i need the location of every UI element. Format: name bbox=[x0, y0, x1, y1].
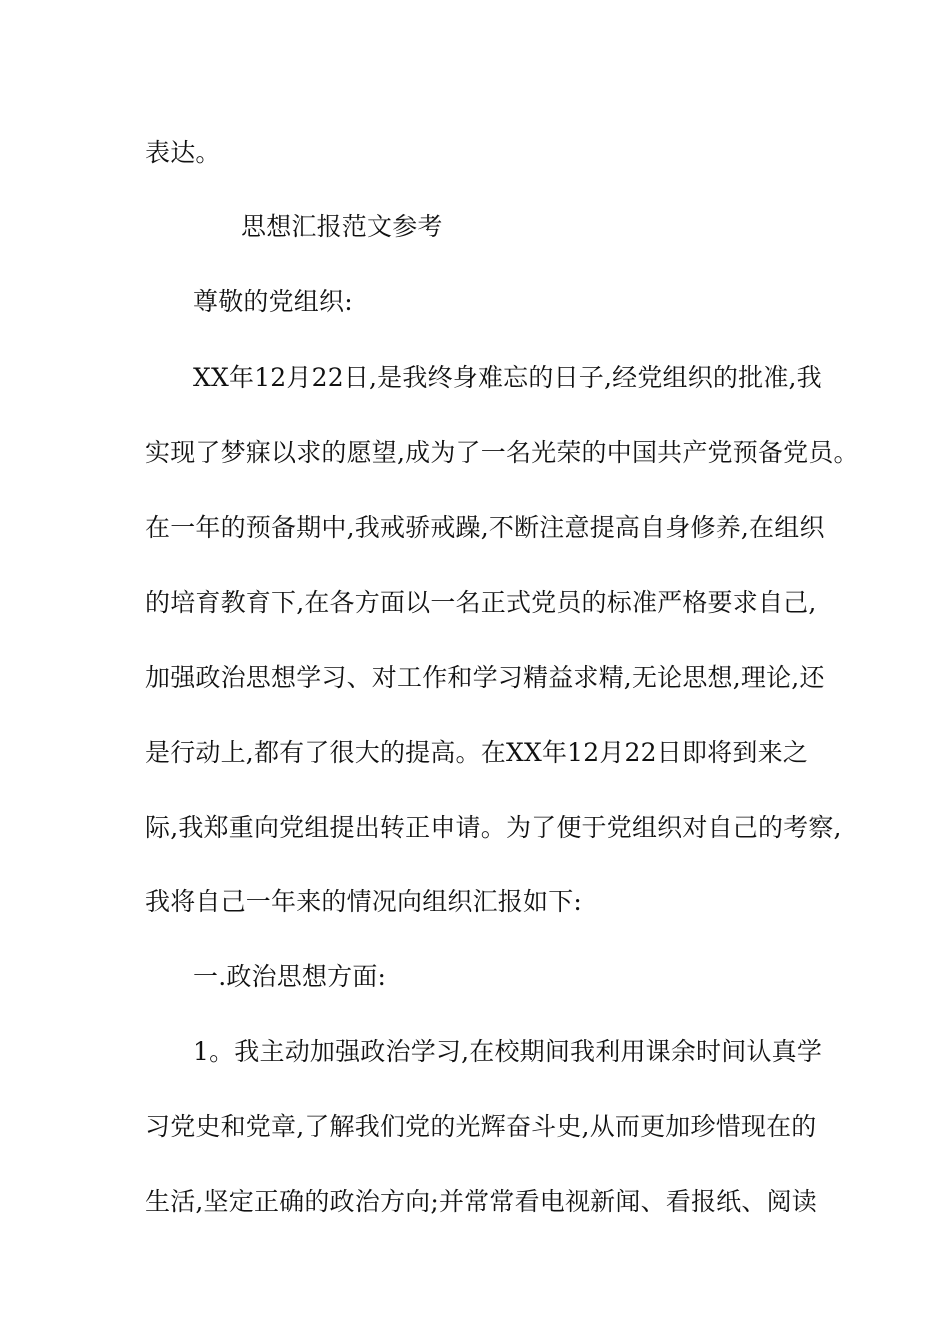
document-title: 思想汇报范文参考 bbox=[241, 212, 443, 241]
section-heading: 一.政治思想方面: bbox=[193, 962, 387, 991]
paragraph-line-8: 际,我郑重向党组提出转正申请。为了便于党组织对自己的考察, bbox=[145, 813, 842, 842]
paragraph-line-2: XX年12月22日,是我终身难忘的日子,经党组织的批准,我 bbox=[193, 363, 822, 392]
paragraph-line-12: 生活,坚定正确的政治方向;并常常看电视新闻、看报纸、阅读 bbox=[145, 1187, 817, 1216]
paragraph-line-3: 实现了梦寐以求的愿望,成为了一名光荣的中国共产党预备党员。 bbox=[145, 438, 859, 467]
paragraph-line-9: 我将自己一年来的情况向组织汇报如下: bbox=[145, 887, 583, 916]
paragraph-line-6: 加强政治思想学习、对工作和学习精益求精,无论思想,理论,还 bbox=[145, 663, 825, 692]
salutation: 尊敬的党组织: bbox=[193, 287, 353, 316]
paragraph-line-5: 的培育教育下,在各方面以一名正式党员的标准严格要求自己, bbox=[145, 588, 817, 617]
paragraph-line-7: 是行动上,都有了很大的提高。在XX年12月22日即将到来之 bbox=[145, 738, 808, 767]
paragraph-line-11: 习党史和党章,了解我们党的光辉奋斗史,从而更加珍惜现在的 bbox=[145, 1112, 817, 1141]
paragraph-line-1: 表达。 bbox=[145, 138, 221, 167]
paragraph-line-4: 在一年的预备期中,我戒骄戒躁,不断注意提高自身修养,在组织 bbox=[145, 513, 825, 542]
paragraph-line-10: 1。我主动加强政治学习,在校期间我利用课余时间认真学 bbox=[193, 1037, 823, 1066]
